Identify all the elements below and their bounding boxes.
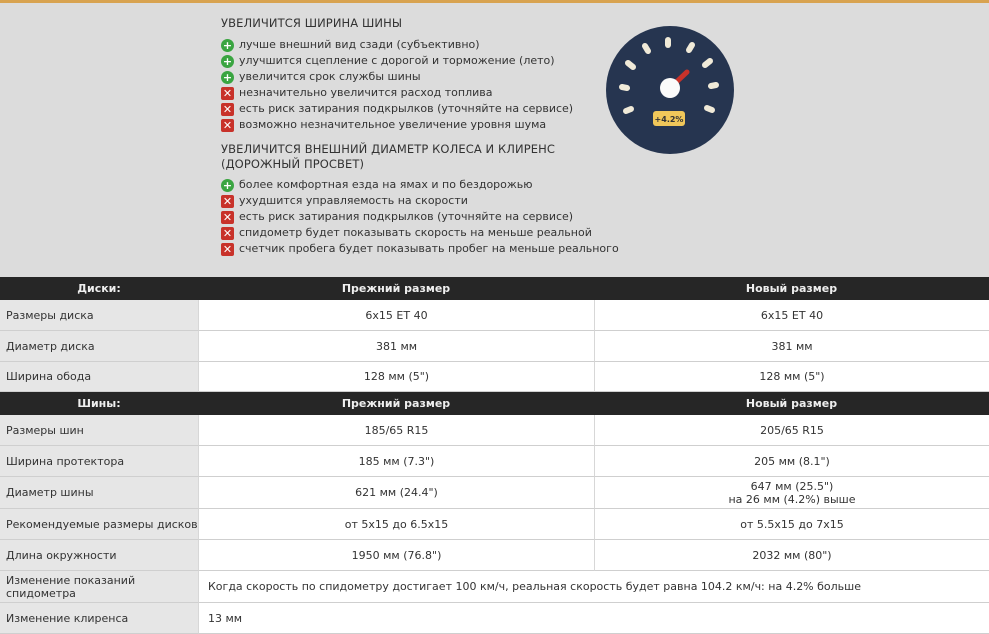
row-label: Размеры диска [0,300,198,331]
list-item: + лучше внешний вид сзади (субъективно) [222,38,480,52]
table-row [0,509,989,540]
row-label: Диаметр шины [0,477,198,509]
row-label: Изменение показаний спидометра [0,571,198,603]
list-item: ✕ есть риск затирания подкрылков (уточняйте на сервисе) [222,102,574,116]
table-row [0,571,989,603]
new-value [594,446,989,477]
new-value-text: 205 мм (8.1") [754,454,830,468]
cross-icon: ✕ [222,118,233,132]
discs-header-old: Прежний размер [341,282,451,295]
table-row [0,446,989,477]
cross-icon: ✕ [222,194,233,208]
info-panel [0,3,989,277]
row-label: Длина окружности [0,540,198,571]
list-item: ✕ есть риск затирания подкрылков (уточняйте на сервисе) [222,210,574,224]
cross-icon: ✕ [222,102,233,116]
table-row [0,415,989,446]
row-label: Диаметр диска [0,331,198,362]
old-value: 128 мм (5") [198,362,594,392]
old-value: 185/65 R15 [198,415,594,446]
tires-header-new: Новый размер [745,397,838,410]
list-item: ✕ счетчик пробега будет показывать пробег на меньше реального [222,242,619,256]
row-label: Ширина обода [0,362,198,392]
new-value-text: 2032 мм (80") [752,548,832,562]
old-value: 621 мм (24.4") [198,477,594,509]
list-item: ✕ незначительно увеличится расход топлива [222,86,493,100]
list-item: ✕ ухудшится управляемость на скорости [222,194,468,208]
new-value [594,415,989,446]
plus-icon: + [222,54,233,68]
old-value: 1950 мм (76.8") [198,540,594,571]
new-value [594,509,989,540]
list-item: ✕ спидометр будет показывать скорость на меньше реальной [222,226,592,240]
tires-header-old: Прежний размер [341,397,451,410]
discs-header-label: Диски: [77,282,121,295]
diameter-section-title-line2: (ДОРОЖНЫЙ ПРОСВЕТ) [221,157,365,171]
list-item: + увеличится срок службы шины [222,70,421,84]
old-value: 6x15 ET 40 [198,300,594,331]
new-value: 6x15 ET 40 [594,300,989,331]
old-value: 381 мм [198,331,594,362]
old-value: 185 мм (7.3") [198,446,594,477]
old-value: от 5x15 до 6.5x15 [198,509,594,540]
new-value-text: 647 мм (25.5") [750,479,834,493]
new-value [594,540,989,571]
gauge-hub [660,78,680,98]
diameter-section-title-line1: УВЕЛИЧИТСЯ ВНЕШНИЙ ДИАМЕТР КОЛЕСА И КЛИРЕНС [221,142,555,156]
cross-icon: ✕ [222,242,233,256]
table-row [0,540,989,571]
discs-header-new: Новый размер [745,282,838,295]
new-value-text: 205/65 R15 [760,423,824,437]
table-row [0,362,989,392]
width-section-title: УВЕЛИЧИТСЯ ШИРИНА ШИНЫ [221,16,403,30]
list-item: ✕ возможно незначительное увеличение уровня шума [222,118,547,132]
plus-icon: + [222,70,233,84]
table-row [0,603,989,634]
new-value-text: от 5.5x15 до 7x15 [740,517,844,531]
table-row [0,477,989,509]
clearance-change-text: 13 мм [198,603,989,634]
list-item: + улучшится сцепление с дорогой и торможение (лето) [222,54,555,68]
speedometer-change-text: Когда скорость по спидометру достигает 100 км/ч, реальная скорость будет равна 104.2 км/ч: на 4.2% больше [198,571,989,603]
row-label: Рекомендуемые размеры дисков [0,509,198,540]
diameter-difference-text: на 26 мм (4.2%) выше [728,492,856,506]
plus-icon: + [222,38,233,52]
plus-icon: + [222,178,233,192]
table-row [0,300,989,331]
new-value: 381 мм [594,331,989,362]
new-value [594,477,989,509]
new-value: 128 мм (5") [594,362,989,392]
cross-icon: ✕ [222,86,233,100]
row-label: Размеры шин [0,415,198,446]
gauge-label: +4.2% [654,115,684,124]
tires-header-row [0,392,989,415]
cross-icon: ✕ [222,210,233,224]
tires-header-label: Шины: [77,397,121,410]
discs-header-row [0,277,989,300]
speedometer-gauge-icon [606,26,734,154]
row-label: Изменение клиренса [0,603,198,634]
row-label: Ширина протектора [0,446,198,477]
list-item: + более комфортная езда на ямах и по бездорожью [222,178,533,192]
table-row [0,331,989,362]
cross-icon: ✕ [222,226,233,240]
